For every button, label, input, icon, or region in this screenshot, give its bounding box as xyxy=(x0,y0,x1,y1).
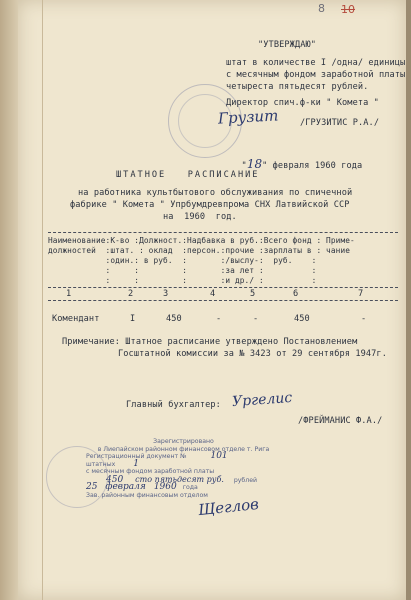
col-number: 1 xyxy=(66,289,72,299)
date-day: 18 xyxy=(246,157,263,171)
chief-accountant-name: /ФРЕЙМАНИС Ф.А./ xyxy=(298,416,383,426)
stamp-line-2: в Лиепайском районном финансовом отделе т. Рига xyxy=(97,445,270,453)
table-header-2: должностей :штат. : оклад :персон.:прочие :зарплаты в : чание xyxy=(48,246,351,255)
stamp-reg-number: 101 xyxy=(210,451,228,461)
stamp-line-1: Зарегистрировано xyxy=(153,438,214,445)
stamp-date-day: 25 xyxy=(86,482,98,492)
stamp-reg-row xyxy=(86,453,281,461)
stamp-fund-words: сто пятьдесят руб. xyxy=(135,474,224,484)
page-number-red: 10 xyxy=(341,3,355,16)
stamp-date-month: февраля xyxy=(105,482,146,492)
stamp-staff-row xyxy=(86,458,281,469)
date-quote: " xyxy=(241,161,247,171)
col-number: 2 xyxy=(128,289,134,299)
table-header-3: :один.: в руб. : :/выслу-: руб. : xyxy=(48,256,317,265)
doc-subtitle-1: на работника культбытового обслуживания по спичечной xyxy=(78,188,353,198)
table-num-rule xyxy=(48,287,398,288)
doc-subtitle-2: фабрике " Комета " Упрбумдревпрома СНХ Латвийской ССР xyxy=(70,200,350,210)
stamp-fund-amount: 450 xyxy=(106,474,124,485)
stamp-year-suffix: года xyxy=(182,484,198,491)
row-count: I xyxy=(130,314,136,324)
doc-title: ШТАТНОЕ РАСПИСАНИЕ xyxy=(116,170,260,180)
table-top-rule xyxy=(48,232,398,233)
director-seal-inner xyxy=(178,94,232,148)
approval-director: Директор спич.ф-ки " Комета " xyxy=(226,98,379,108)
row-position: Комендант xyxy=(52,314,100,324)
stamp-line-5: с месячным фондом заработной платы xyxy=(86,468,215,475)
stamp-staff-count: 1 xyxy=(133,458,139,469)
finance-head-signature: Щеглов xyxy=(197,494,260,520)
row-total: 450 xyxy=(294,314,310,324)
date-rest: " февраля 1960 года xyxy=(262,161,363,171)
row-salary: 450 xyxy=(166,314,182,324)
chief-accountant-signature: Ургелис xyxy=(231,389,293,411)
table-body-rule xyxy=(48,300,398,301)
table-header-1: Наименование:К-во :Должност.:Надбавка в руб.:Всего фонд : Приме- xyxy=(48,236,355,245)
stamp-line-7: Зав. районным финансовым отделом xyxy=(86,491,208,499)
note-line-2: Госштатной комиссии за № 3423 от 29 сентября 1947г. xyxy=(118,349,387,359)
document-sheet xyxy=(18,0,406,600)
stamp-line-6: рублей xyxy=(233,476,258,484)
director-signature: Грузит xyxy=(217,106,279,128)
note-line-1: Примечание: Штатное расписание утверждено Постановлением xyxy=(62,337,358,347)
stamp-line-3: Регистрационный документ № xyxy=(86,453,187,460)
table-header-4: : : : :за лет : : xyxy=(48,266,317,275)
row-dash-1: - xyxy=(216,314,222,324)
col-number: 3 xyxy=(163,289,169,299)
col-number: 4 xyxy=(210,289,216,299)
page-number: 8 xyxy=(318,2,325,15)
row-dash-2: - xyxy=(253,314,259,324)
approval-heading: "УТВЕРЖДАЮ" xyxy=(258,40,317,50)
stamp-date-row xyxy=(86,484,281,492)
col-number: 7 xyxy=(358,289,364,299)
approval-line2: с месячным фондом заработной платы xyxy=(226,70,406,80)
binder-strip xyxy=(0,0,18,600)
approval-line3: четыреста пятьдесят рублей. xyxy=(226,82,369,92)
approval-line1: штат в количестве I /одна/ единицы xyxy=(226,58,406,68)
doc-subtitle-3: на 1960 год. xyxy=(163,212,237,222)
col-number: 5 xyxy=(250,289,256,299)
approval-signer: /ГРУЗИТИС Р.А./ xyxy=(300,118,380,128)
stamp-date-year: 1960 xyxy=(153,482,177,492)
stamp-line-4: штатных xyxy=(86,460,116,468)
row-note: - xyxy=(361,314,367,324)
table-header-5: : : : :и др./ : : xyxy=(48,276,317,285)
chief-accountant-label: Главный бухгалтер: xyxy=(126,400,221,410)
col-number: 6 xyxy=(293,289,299,299)
margin-fold xyxy=(42,0,43,600)
